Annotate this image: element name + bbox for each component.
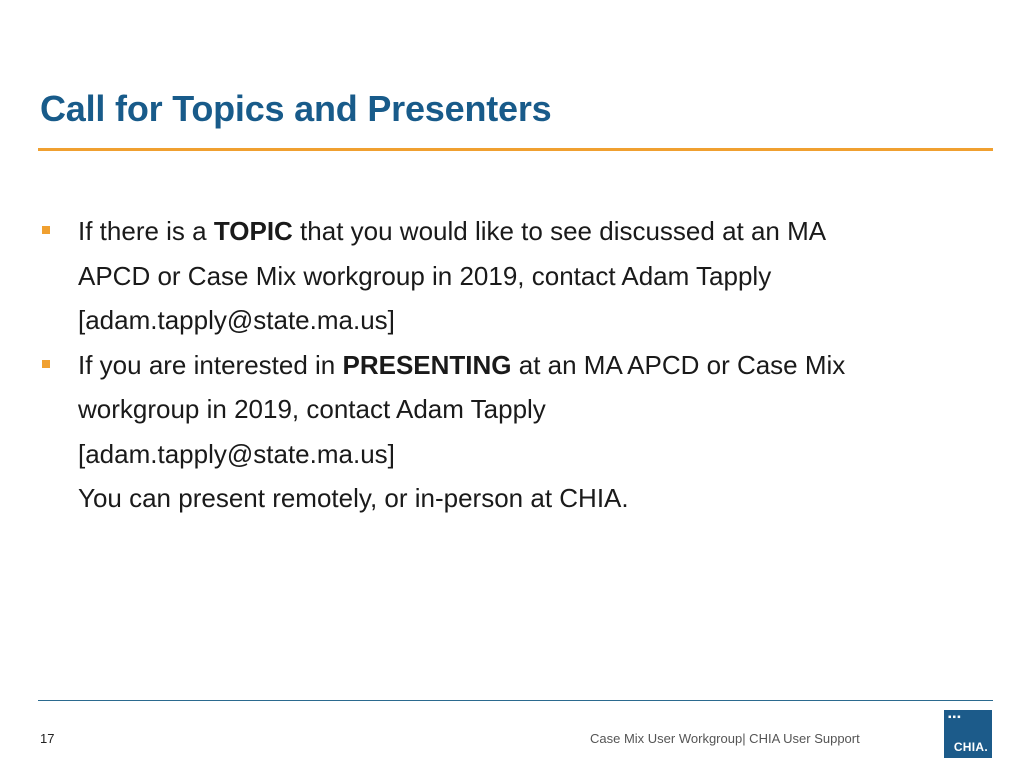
square-bullet-icon [42, 360, 50, 368]
bullet-list [40, 209, 960, 521]
logo-wordmark: CHIA. [953, 740, 988, 754]
chia-logo [944, 710, 992, 758]
logo-dots-icon: ▪▪▪ [948, 712, 962, 723]
title-underline [38, 148, 993, 151]
square-bullet-icon [42, 226, 50, 234]
bullet-emphasis-topic: TOPIC [213, 216, 293, 246]
bullet-suffix: at an MA APCD or Case Mix [511, 349, 846, 380]
slide-title: Call for Topics and Presenters [40, 88, 552, 129]
bullet-line: workgroup in 2019, contact Adam Tapply [78, 394, 546, 424]
bullet-first-line [78, 343, 960, 388]
bullet-suffix: that you would like to see discussed at an MA [292, 216, 827, 246]
bullet-remote-note: You can present remotely, or in-person at CHIA. [78, 483, 629, 513]
footer-caption: Case Mix User Workgroup| CHIA User Support [590, 731, 860, 746]
bullet-prefix: If you are interested in [78, 349, 343, 380]
bullet-topic [40, 209, 960, 343]
page-number: 17 [40, 731, 55, 746]
bullet-presenting [40, 343, 960, 521]
bullet-first-line [78, 209, 960, 254]
footer-divider [38, 700, 993, 701]
bullet-email: [adam.tapply@state.ma.us] [78, 305, 395, 335]
bullet-prefix: If there is a [78, 216, 214, 246]
bullet-emphasis-presenting: PRESENTING [342, 349, 512, 380]
bullet-email: [adam.tapply@state.ma.us] [78, 438, 395, 469]
bullet-line: APCD or Case Mix workgroup in 2019, contact Adam Tapply [78, 260, 772, 291]
